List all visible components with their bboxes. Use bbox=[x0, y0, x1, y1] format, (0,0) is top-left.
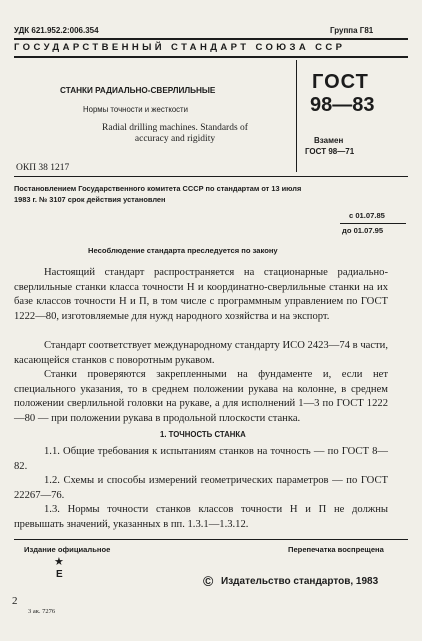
header-rule bbox=[14, 38, 408, 40]
page-number: 2 bbox=[12, 595, 18, 607]
date-rule bbox=[340, 223, 406, 224]
star-icon: ★ bbox=[54, 556, 64, 568]
item-1-1: 1.1. Общие требования к испытаниям станков на точность — по ГОСТ 8—82. bbox=[14, 446, 388, 472]
gost-number: 98—83 bbox=[310, 94, 375, 116]
paragraph-scope: Настоящий стандарт распространяется на стационарные радиально-сверлильные станки класса точности Н и координатно-сверлильные станки на их базе классов точности Н и П, в том числе с программным управлением по ГОСТ 1222—80, изготовляемые для нужд народного хозяйства и на экспорт. bbox=[14, 267, 388, 322]
paragraph-check: Станки проверяются закрепленными на фундаменте и, если нет специального указания, то в среднем положении рукава на колонне, в среднем положении сверлильной головки на рукаве, а для исполнений 1—3 по ГОСТ 1222—80 — при положении рукава в продольной плоскости станка. bbox=[14, 369, 388, 424]
title-en bbox=[60, 123, 290, 145]
title-en-line2: accuracy and rigidity bbox=[134, 134, 216, 144]
group-code: Группа Г81 bbox=[330, 26, 374, 35]
title-en-line1: Radial drilling machines. Standards of bbox=[102, 123, 248, 133]
date-to: до 01.07.95 bbox=[342, 226, 384, 235]
decree-line2: 1983 г. № 3107 срок действия установлен bbox=[14, 195, 166, 204]
udk-code: УДК 621.952.2:006.354 bbox=[14, 26, 99, 35]
gost-label: ГОСТ bbox=[312, 71, 369, 93]
title-divider bbox=[296, 60, 297, 172]
copyright-icon: © bbox=[203, 573, 214, 589]
decree-text bbox=[14, 183, 408, 205]
replaces-label: Взамен bbox=[314, 136, 344, 145]
header-rule-bottom bbox=[14, 56, 408, 58]
reprint-prohibited: Перепечатка воспрещена bbox=[288, 545, 384, 554]
publisher: Издательство стандартов, 1983 bbox=[221, 576, 379, 587]
okp-code: ОКП 38 1217 bbox=[16, 163, 70, 173]
order-number: 3 ак. 7276 bbox=[28, 608, 56, 615]
okp-rule bbox=[14, 176, 408, 177]
state-standard-banner: ГОСУДАРСТВЕННЫЙ СТАНДАРТ СОЮЗА ССР bbox=[14, 42, 346, 53]
footer-rule bbox=[14, 539, 408, 540]
item-1-3: 1.3. Нормы точности станков классов точности Н и П не должны превышать значений, указанных в пп. 1.3.1—1.3.12. bbox=[14, 504, 388, 530]
subtitle-ru: Нормы точности и жесткости bbox=[83, 105, 188, 114]
letter-e: Е bbox=[56, 569, 63, 580]
law-warning: Несоблюдение стандарта преследуется по закону bbox=[88, 246, 278, 255]
replaces-value: ГОСТ 98—71 bbox=[305, 147, 355, 156]
official-edition: Издание официальное bbox=[24, 545, 111, 554]
date-from: с 01.07.85 bbox=[349, 211, 385, 220]
section-heading: 1. ТОЧНОСТЬ СТАНКА bbox=[160, 430, 246, 439]
item-1-2: 1.2. Схемы и способы измерений геометрических параметров — по ГОСТ 22267—76. bbox=[14, 475, 388, 501]
title-ru: СТАНКИ РАДИАЛЬНО-СВЕРЛИЛЬНЫЕ bbox=[60, 86, 216, 95]
paragraph-iso: Стандарт соответствует международному стандарту ИСО 2423—74 в части, касающейся станков с поворотным рукавом. bbox=[14, 340, 388, 366]
decree-line1: Постановлением Государственного комитета СССР по стандартам от 13 июля bbox=[14, 184, 302, 193]
